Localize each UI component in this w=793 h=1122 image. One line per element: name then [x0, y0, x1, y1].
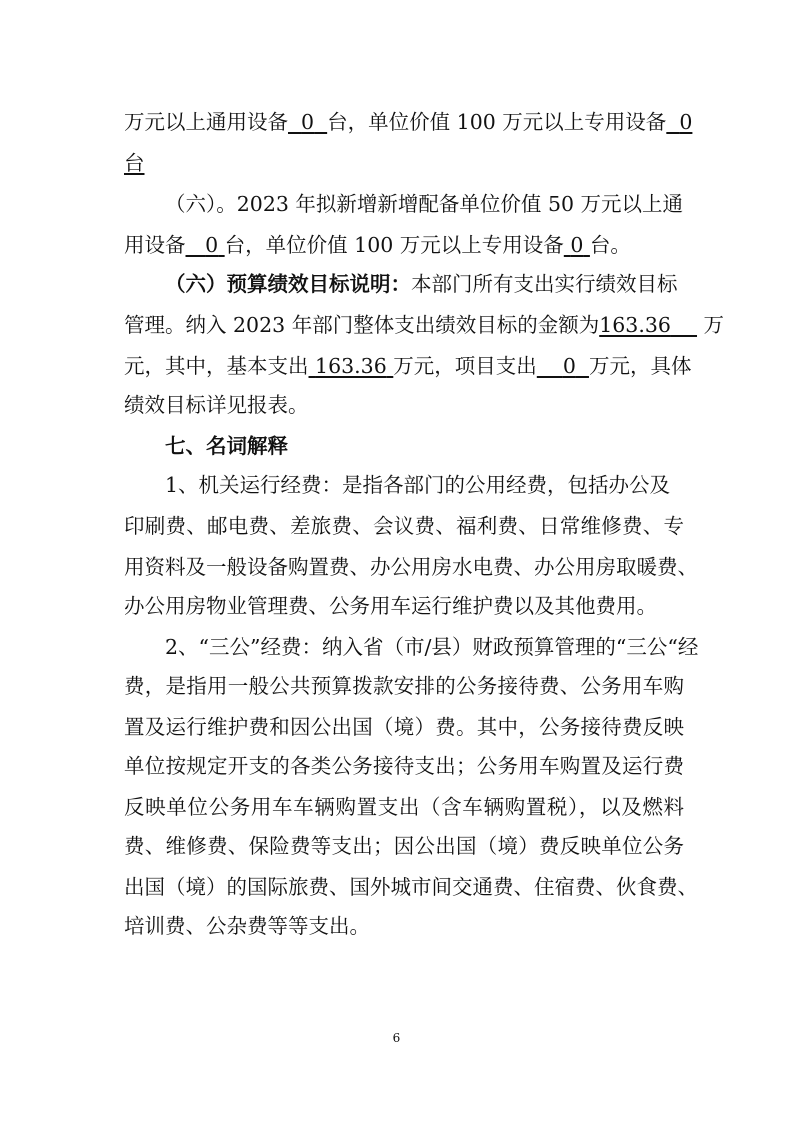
special-equipment-count: 0 [679, 110, 693, 134]
text-segment: 万 [703, 313, 725, 337]
term2-line: 出国（境）的国际旅费、国外城市间交通费、住宿费、伙食费、 [124, 875, 698, 899]
section-heading: 七、名词解释 [165, 434, 288, 458]
term1-line: 用资料及一般设备购置费、办公用房水电费、办公用房取暖费、 [124, 555, 698, 579]
text-segment: 台，单位价值 100 万元以上专用设备 [224, 233, 564, 257]
text-segment: 万元，具体 [588, 354, 692, 378]
performance-line-1 [165, 271, 684, 299]
term2-line: 费，是指用一般公共预算拨款安排的公务接待费、公务用车购 [124, 674, 684, 698]
page-number: 6 [392, 1031, 401, 1045]
new-equipment-line-1: （六）。2023 年拟新增新增配备单位价值 50 万元以上通 [165, 192, 684, 216]
performance-amount: 163.36 [599, 313, 671, 337]
text-segment: 本部门所有支出实行绩效目标 [411, 272, 678, 296]
term2-line: 单位按规定开支的各类公务接待支出；公务用车购置及运行费 [124, 754, 684, 778]
basic-expenditure-amount: 163.36 [315, 354, 387, 378]
term2-line: 置及运行维护费和因公出国（境）费。其中，公务接待费反映 [124, 715, 684, 739]
term1-line: 办公用房物业管理费、公务用车运行维护费以及其他费用。 [124, 594, 657, 618]
text-segment: 台，单位价值 100 万元以上专用设备 [327, 110, 667, 134]
text-segment: 万元以上通用设备 [124, 110, 288, 134]
text-segment: 台。 [589, 233, 631, 257]
term2-line: 反映单位公务用车车辆购置支出（含车辆购置税），以及燃料 [124, 795, 684, 819]
general-equipment-count: 0 [301, 110, 315, 134]
performance-line-3 [124, 353, 692, 381]
new-special-equipment-count: 0 [570, 233, 584, 257]
text-segment: 管理。纳入 2023 年部门整体支出绩效目标的金额为 [124, 313, 600, 337]
term1-line: 印刷费、邮电费、差旅费、会议费、福利费、日常维修费、专 [124, 514, 684, 538]
performance-line-4: 绩效目标详见报表。 [124, 393, 309, 417]
term1-line: 1、机关运行经费：是指各部门的公用经费，包括办公及 [165, 473, 671, 497]
performance-line-2 [124, 312, 725, 340]
text-segment: 元，其中，基本支出 [124, 354, 309, 378]
text-segment: 用设备 [124, 233, 186, 257]
new-equipment-line-2 [124, 232, 684, 260]
equipment-line-2 [124, 150, 684, 178]
performance-heading: （六）预算绩效目标说明： [165, 272, 411, 296]
new-general-equipment-count: 0 [205, 233, 219, 257]
equipment-line-1 [124, 109, 693, 137]
project-expenditure-amount: 0 [562, 354, 576, 378]
text-segment: 台 [124, 151, 145, 175]
term2-line: 费、维修费、保险费等支出；因公出国（境）费反映单位公务 [124, 834, 684, 858]
term2-line: 培训费、公杂费等等支出。 [124, 914, 370, 938]
text-segment: 万元，项目支出 [393, 354, 537, 378]
term2-line: 2、“三公”经费：纳入省（市/县）财政预算管理的“三公“经 [165, 635, 699, 659]
